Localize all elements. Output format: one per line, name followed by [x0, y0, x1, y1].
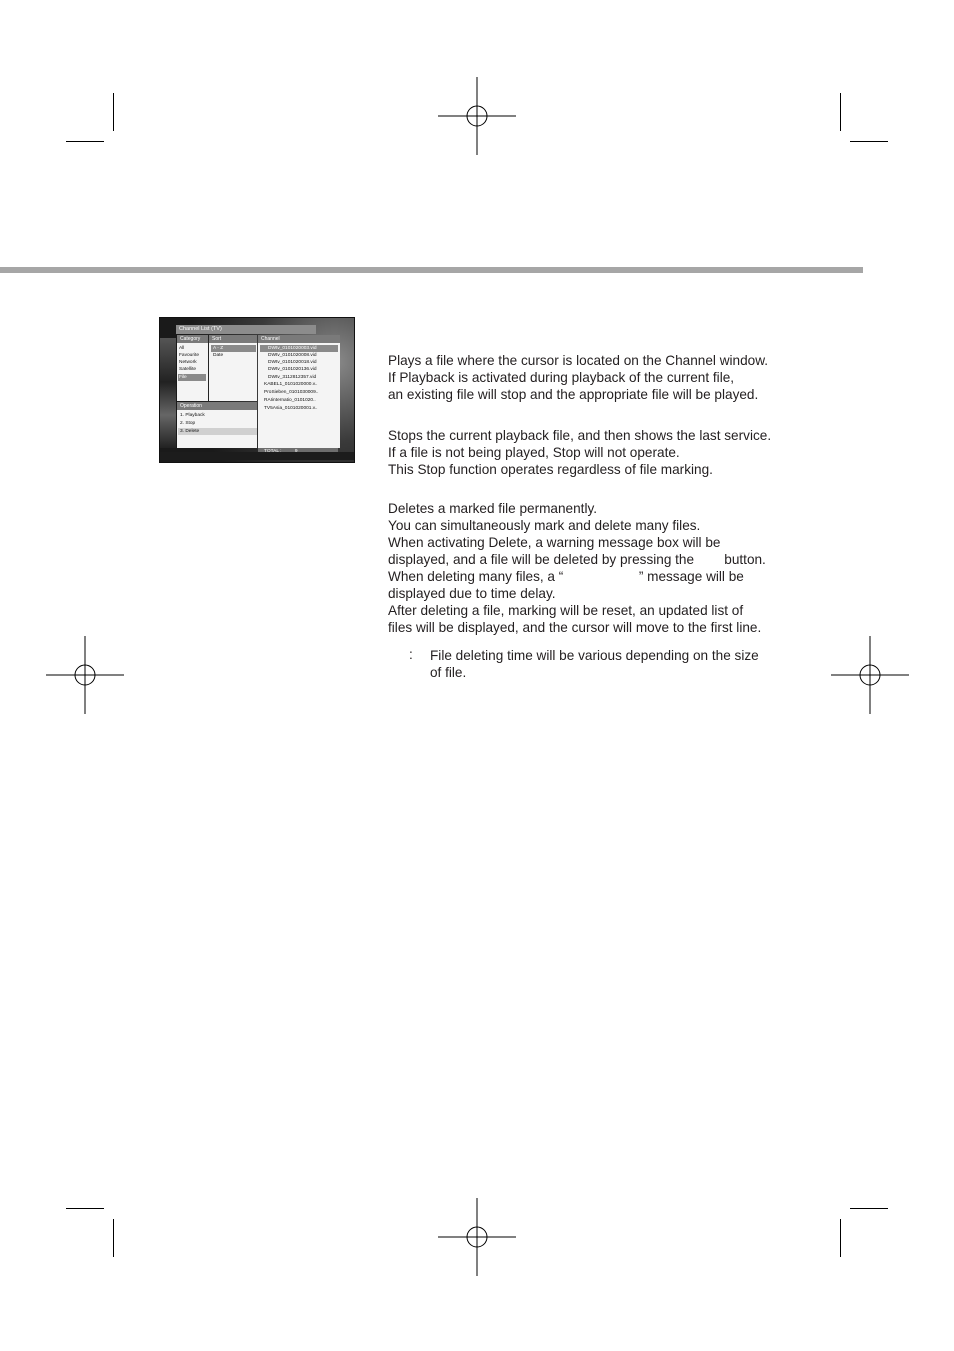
delete-description	[388, 500, 766, 636]
text-line: This Stop function operates regardless of file marking.	[388, 462, 713, 477]
text-line: Stops the current playback file, and then shows the last service.	[388, 428, 772, 443]
category-item[interactable]: All	[179, 346, 185, 351]
operation-item[interactable]: 1. Playback	[180, 413, 205, 418]
operation-item[interactable]: 2. Stop	[180, 421, 196, 426]
text-line: You can simultaneously mark and delete many files.	[388, 518, 701, 533]
registration-mark-icon	[46, 636, 124, 714]
channel-item[interactable]: DWtv_0101020008.vid	[268, 353, 317, 358]
category-item[interactable]: Satellite	[179, 367, 197, 372]
text-line: of file.	[430, 665, 467, 680]
registration-mark-icon	[831, 636, 909, 714]
text-line: When activating Delete, a warning message box will be	[388, 535, 721, 550]
header-rule	[0, 267, 863, 273]
channel-item-selected[interactable]: DWtv_0101020003.vid	[260, 345, 338, 352]
crop-mark	[66, 141, 104, 142]
channel-item[interactable]: RAIinternatio_0101020..	[264, 398, 316, 403]
crop-mark	[113, 1219, 114, 1257]
category-item[interactable]: Network	[179, 360, 197, 365]
category-header: Category	[177, 335, 208, 343]
channel-list-screenshot	[159, 317, 355, 463]
crop-mark	[840, 1219, 841, 1257]
crop-mark	[840, 93, 841, 131]
screenshot-background-edge	[160, 338, 176, 448]
text-line: When deleting many files, a “ ” message will be	[388, 569, 744, 584]
text-line: If a file is not being played, Stop will not operate.	[388, 445, 680, 460]
category-item[interactable]: Favourite	[179, 353, 199, 358]
sort-item[interactable]: Date	[213, 353, 224, 358]
sort-header: Sort	[209, 335, 257, 343]
note-text	[430, 647, 759, 681]
text-line: displayed, and a file will be deleted by pressing the button.	[388, 552, 766, 567]
channel-item[interactable]: DWtv_0101020018.vid	[268, 360, 317, 365]
sort-item-selected[interactable]: A - Z	[211, 345, 256, 352]
text-line: If Playback is activated during playback of the current file,	[388, 370, 735, 385]
registration-mark-icon	[438, 77, 516, 155]
text-line: After deleting a file, marking will be reset, an updated list of	[388, 603, 744, 618]
text-line: an existing file will stop and the appropriate file will be played.	[388, 387, 759, 402]
channel-item[interactable]: KABEL1_0101020000.v..	[264, 382, 318, 387]
stop-description	[388, 427, 771, 478]
playback-description	[388, 352, 768, 403]
note-colon: :	[409, 647, 413, 662]
text-line: displayed due to time delay.	[388, 586, 556, 601]
channel-item[interactable]: DWtv_0101020136.vid	[268, 367, 317, 372]
crop-mark	[113, 93, 114, 131]
text-line: File deleting time will be various depending on the size	[430, 648, 759, 663]
text-line: files will be displayed, and the cursor will move to the first line.	[388, 620, 762, 635]
text-line: Plays a file where the cursor is located on the Channel window.	[388, 353, 769, 368]
crop-mark	[850, 141, 888, 142]
channel-item[interactable]: TV5Asia_0101020001.v..	[264, 406, 318, 411]
channel-header: Channel	[258, 335, 340, 343]
operation-item-selected[interactable]: 3. Delete	[178, 428, 257, 435]
crop-mark	[66, 1208, 104, 1209]
category-item-selected[interactable]: File	[178, 374, 206, 381]
operation-header: Operation	[177, 402, 257, 410]
screenshot-title: Channel List (TV)	[176, 325, 316, 334]
registration-mark-icon	[438, 1198, 516, 1276]
text-line: Deletes a marked file permanently.	[388, 501, 598, 516]
crop-mark	[850, 1208, 888, 1209]
channel-item[interactable]: ProSieben_0101030009..	[264, 390, 319, 395]
channel-item[interactable]: DWtv_3112812357.vid	[268, 375, 317, 380]
ticker-strip	[160, 452, 354, 460]
